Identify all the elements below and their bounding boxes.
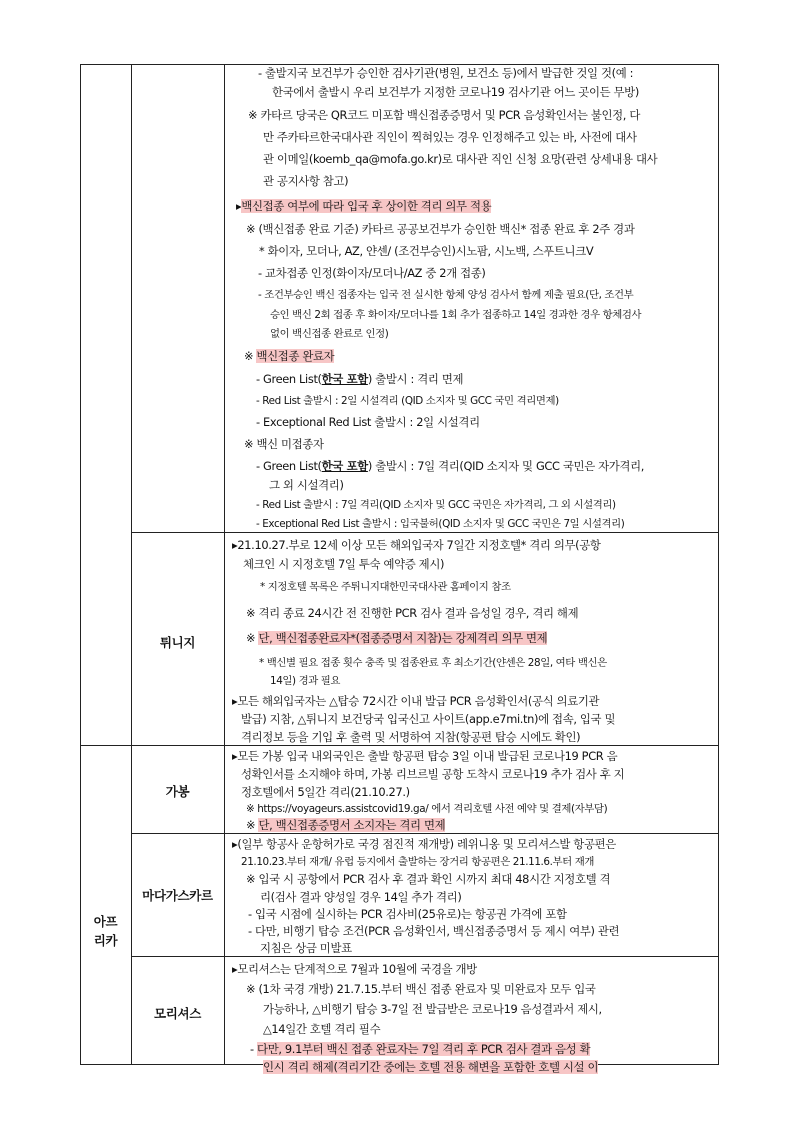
green-list-suffix: ) 출발시 : 7일 격리(QID 소지자 및 GCC 국민은 자가격리, (367, 459, 645, 473)
madagascar-line-1 (232, 837, 616, 851)
gabon-line-4: ※ https://voyageurs.assistcovid19.ga/ 에서 격리호텔 사전 예약 및 결제(자부담) (246, 803, 608, 815)
bullet-icon: ▸ (232, 837, 238, 851)
qatar-line-5: 관 이메일(koemb_qa@mofa.go.kr)로 대사관 직인 신청 요망(관련 상세내용 대사 (263, 152, 658, 166)
tunisia-line-1 (232, 538, 601, 552)
green-list-prefix: - Green List( (256, 372, 322, 386)
madagascar-line-7: 지침은 상금 미발표 (260, 941, 352, 955)
qatar-section-heading (236, 199, 491, 213)
qatar-line-9: * 화이자, 모더나, AZ, 얀센/ (조건부승인)시노팜, 시노백, 스푸트니크V (259, 244, 594, 258)
mauritius-line-4: △14일간 호텔 격리 필수 (263, 1022, 381, 1036)
qatar-green-list-unvaccinated (256, 459, 644, 473)
qatar-heading-text: 백신접종 여부에 따라 입국 후 상이한 격리 의무 적용 (241, 199, 492, 213)
table-divider-2 (224, 64, 225, 1064)
country-label-gabon: 가봉 (165, 784, 190, 799)
table-border-right (718, 64, 719, 1064)
korea-included: 한국 포함 (321, 459, 368, 473)
mauritius-line-1 (232, 962, 477, 976)
korea-included: 한국 포함 (321, 372, 368, 386)
madagascar-line-2: 21.10.23.부터 재개/ 유럽 등지에서 출발하는 장거리 항공편은 21.11.6.부터 재개 (241, 856, 594, 868)
note-mark: ※ (246, 631, 256, 645)
bullet-icon: ▸ (232, 749, 238, 763)
tunisia-line-3: * 지정호텔 목록은 주튀니지대한민국대사관 홈페이지 참조 (260, 581, 511, 593)
qatar-line-8: ※ (백신접종 완료 기준) 카타르 공공보건부가 승인한 백신* 접종 완료 후 2주 경과 (246, 222, 635, 236)
madagascar-line-5: - 입국 시점에 실시하는 PCR 검사비(25유로)는 항공권 가격에 포함 (248, 907, 567, 921)
row-border-madagascar-top (131, 833, 719, 834)
mauritius-highlight-1: 다만, 9.1부터 백신 접종 완료자는 7일 격리 후 PCR 검사 결과 음성 확 (257, 1042, 591, 1056)
dash-mark: - (250, 1042, 254, 1056)
tunisia-line-10: 격리정보 등을 기입 후 출력 및 서명하여 지참(항공편 탑승 시에도 확인) (241, 730, 581, 744)
qatar-line-12: 승인 백신 2회 접종 후 화이자/모더나를 1회 추가 접종하고 14일 경과한 경우 항체검사 (270, 309, 642, 321)
tunisia-line-9: 발급) 지참, △튀니지 보건당국 입국신고 사이트(app.e7mi.tn)에 접속, 입국 및 (241, 712, 616, 726)
country-label-madagascar: 마다가스카르 (142, 888, 213, 903)
qatar-line-6: 관 공지사항 참고) (263, 174, 349, 188)
mauritius-line-1-text: 모리셔스는 단계적으로 7월과 10월에 국경을 개방 (237, 962, 477, 976)
country-label-tunisia: 튀니지 (159, 635, 196, 650)
table-divider-1 (131, 64, 132, 1064)
gabon-exemption-text: 단, 백신접종증명서 소지자는 격리 면제 (258, 818, 446, 832)
vaccinated-label: 백신접종 완료자 (256, 349, 335, 363)
bullet-icon: ▸ (232, 962, 238, 976)
gabon-line-2: 성확인서를 소지해야 하며, 가봉 리브르빌 공항 도착시 코로나19 추가 검사 후 지 (241, 767, 625, 781)
qatar-line-3: ※ 카타르 당국은 QR코드 미포함 백신접종증명서 및 PCR 음성확인서는 불인정, 다 (248, 108, 640, 122)
tunisia-line-5 (246, 631, 547, 645)
bullet-icon: ▸ (232, 694, 238, 708)
region-label-africa: 아프 리카 (93, 914, 118, 948)
madagascar-line-4: 리(검사 결과 양성일 경우 14일 추가 격리) (260, 890, 462, 904)
qatar-red-list-unvaccinated: - Red List 출발시 : 7일 격리(QID 소지자 및 GCC 국민은 자가격리, 그 외 시설격리) (256, 499, 616, 511)
mauritius-line-5 (250, 1042, 590, 1056)
qatar-line-13: 없이 백신접종 완료로 인정) (270, 328, 389, 340)
tunisia-line-6: * 백신별 필요 접종 횟수 충족 및 접종완료 후 최소기간(얀센은 28일, 여타 백신은 (259, 657, 607, 669)
tunisia-exemption-text: 단, 백신접종완료자*(접종증명서 지참)는 강제격리 의무 면제 (258, 631, 548, 645)
qatar-line-20: 그 외 시설격리) (269, 478, 344, 492)
green-list-suffix: ) 출발시 : 격리 면제 (367, 372, 464, 386)
bullet-icon: ▸ (232, 538, 238, 552)
qatar-vaccinated-heading (244, 349, 334, 363)
qatar-line-10: - 교차접종 인정(화이자/모더나/AZ 중 2개 접종) (258, 266, 486, 280)
country-label-mauritius: 모리셔스 (153, 1006, 202, 1021)
qatar-red-list-vaccinated: - Red List 출발시 : 2일 시설격리 (QID 소지자 및 GCC 국민 격리면제) (256, 395, 559, 407)
row-border-africa-top (80, 745, 719, 746)
qatar-exceptional-unvaccinated: - Exceptional Red List 출발시 : 입국불허(QID 소지자 및 GCC 국민은 7일 시설격리) (256, 518, 625, 530)
madagascar-line-3: ※ 입국 시 공항에서 PCR 검사 후 결과 확인 시까지 최대 48시간 지정호텔 격 (246, 872, 611, 886)
row-border-tunisia-top (131, 532, 719, 533)
gabon-line-1-text: 모든 가봉 입국 내외국인은 출발 항공편 탑승 3일 이내 발급된 코로나19 PCR 음 (237, 749, 618, 763)
gabon-line-5 (246, 818, 445, 832)
mauritius-line-2: ※ (1차 국경 개방) 21.7.15.부터 백신 접종 완료자 및 미완료자 모두 입국 (246, 982, 596, 996)
gabon-line-3: 정호텔에서 5일간 격리(21.10.27.) (241, 785, 410, 799)
tunisia-line-2: 체크인 시 지정호텔 7일 투숙 예약증 제시) (243, 557, 445, 571)
mauritius-highlight-2: 인시 격리 해제(격리기간 중에는 호텔 전용 해변을 포함한 호텔 시설 이 (263, 1060, 599, 1074)
qatar-exceptional-vaccinated: - Exceptional Red List 출발시 : 2일 시설격리 (256, 415, 480, 429)
madagascar-line-6: - 다만, 비행기 탑승 조건(PCR 음성확인서, 백신접종증명서 등 제시 여부) 관련 (248, 924, 620, 938)
tunisia-line-4: ※ 격리 종료 24시간 전 진행한 PCR 검사 결과 음성일 경우, 격리 해제 (246, 606, 579, 620)
tunisia-line-8 (232, 694, 599, 708)
note-mark: ※ (246, 818, 256, 832)
tunisia-line-8-text: 모든 해외입국자는 △탑승 72시간 이내 발급 PCR 음성확인서(공식 의료기관 (237, 694, 600, 708)
qatar-line-4: 만 주카타르한국대사관 직인이 찍혀있는 경우 인정해주고 있는 바, 사전에 대사 (263, 130, 637, 144)
qatar-green-list-vaccinated (256, 372, 463, 386)
tunisia-line-1-text: 21.10.27.부로 12세 이상 모든 해외입국자 7일간 지정호텔* 격리 의무(공항 (237, 538, 601, 552)
note-mark: ※ (244, 349, 254, 363)
row-border-mauritius-top (131, 956, 719, 957)
gabon-line-1 (232, 749, 617, 763)
green-list-prefix: - Green List( (256, 459, 322, 473)
tunisia-line-7: 14일) 경과 필요 (270, 675, 341, 687)
mauritius-line-3: 가능하나, △비행기 탑승 3-7일 전 발급받은 코로나19 음성결과서 제시, (263, 1002, 602, 1016)
qatar-line-2: 한국에서 출발시 우리 보건부가 지정한 코로나19 검사기관 어느 곳이든 무방) (272, 85, 639, 99)
mauritius-line-6 (263, 1060, 598, 1074)
qatar-line-1: - 출발지국 보건부가 승인한 검사기관(병원, 보건소 등)에서 발급한 것일 것(예 : (258, 66, 634, 80)
bullet-icon: ▸ (236, 199, 242, 213)
qatar-unvaccinated-heading: ※ 백신 미접종자 (244, 437, 324, 451)
madagascar-line-1-text: (일부 항공사 운항허가로 국경 점진적 재개방) 레위니옹 및 모리셔스발 항공편은 (237, 837, 616, 851)
qatar-line-11: - 조건부승인 백신 접종자는 입국 전 실시한 항체 양성 검사서 함께 제출 필요(단, 조건부 (258, 289, 634, 301)
table-top-border (80, 64, 719, 65)
